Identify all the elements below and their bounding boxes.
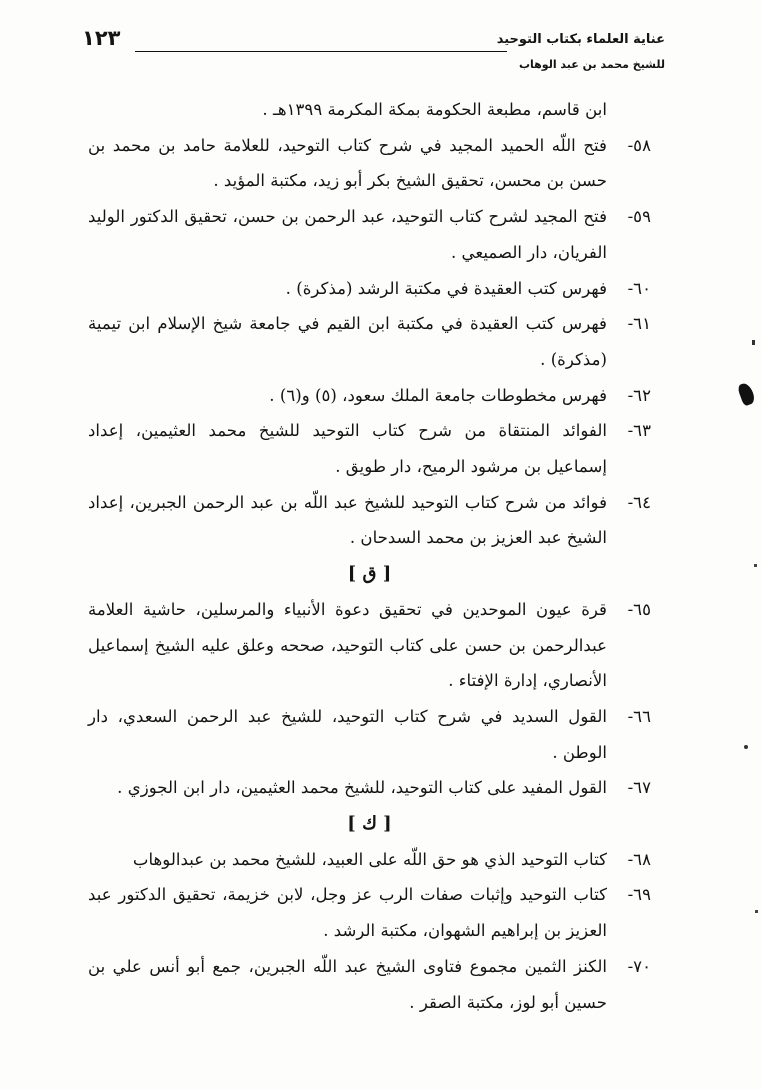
book-title: عناية العلماء بكتاب التوحيد bbox=[496, 32, 665, 47]
item-text: القول المفيد على كتاب التوحيد، للشيخ محمد العثيمين، دار ابن الجوزي . bbox=[117, 778, 607, 798]
list-item bbox=[88, 306, 651, 377]
list-item bbox=[88, 842, 651, 878]
item-number: ٦٣- bbox=[627, 421, 651, 441]
scan-dot bbox=[752, 340, 755, 345]
list-item bbox=[88, 877, 651, 948]
section-heading-kaf: [ ك ] bbox=[347, 813, 392, 835]
item-number: ٥٨- bbox=[627, 135, 651, 155]
item-number: ٦٤- bbox=[627, 492, 651, 512]
item-text: كتاب التوحيد الذي هو حق اللّه على العبيد، للشيخ محمد بن عبدالوهاب bbox=[132, 849, 607, 869]
item-number: ٦١- bbox=[627, 314, 651, 334]
header-rule bbox=[135, 51, 507, 52]
item-number: ٧٠- bbox=[627, 956, 651, 976]
item-text: فتح اللّه الحميد المجيد في شرح كتاب التوحيد، للعلامة حامد بن محمد بن حسن بن محسن، تحقيق الشيخ بكر أبو زيد، مكتبة المؤيد . bbox=[88, 135, 607, 191]
list-item bbox=[88, 128, 651, 199]
scan-dot bbox=[754, 564, 757, 567]
bibliography-list bbox=[88, 92, 651, 1020]
list-item bbox=[88, 271, 651, 307]
item-text: فتح المجيد لشرح كتاب التوحيد، عبد الرحمن بن حسن، تحقيق الدكتور الوليد الفريان، دار الصميعي . bbox=[88, 207, 607, 262]
list-item bbox=[88, 378, 651, 414]
item-text: فوائد من شرح كتاب التوحيد للشيخ عبد اللّه بن عبد الرحمن الجبرين، إعداد الشيخ عبد العزيز بن محمد السدحان . bbox=[88, 492, 607, 548]
list-item bbox=[88, 699, 651, 770]
item-number: ٦٠- bbox=[627, 278, 651, 298]
item-number: ٦٧- bbox=[627, 778, 651, 798]
item-text: الكنز الثمين مجموع فتاوى الشيخ عبد اللّه الجبرين، جمع أبو أنس علي بن حسين أبو لوز، مكتبة الصقر . bbox=[88, 956, 607, 1012]
item-number: ٦٢- bbox=[627, 385, 651, 405]
item-number: ٦٨- bbox=[627, 849, 651, 869]
list-item bbox=[88, 592, 651, 699]
item-text: فهرس مخطوطات جامعة الملك سعود، (٥) و(٦) . bbox=[269, 385, 607, 405]
list-item bbox=[88, 485, 651, 556]
item-number: ٥٩- bbox=[627, 207, 651, 227]
item-text: كتاب التوحيد وإثبات صفات الرب عز وجل، لابن خزيمة، تحقيق الدكتور عبد العزيز بن إبراهيم الشهوان، مكتبة الرشد . bbox=[88, 885, 607, 941]
item-text: قرة عيون الموحدين في تحقيق دعوة الأنبياء والمرسلين، حاشية العلامة عبدالرحمن بن حسن على كتاب التوحيد، صححه وعلق عليه الشيخ إسماعيل الأنصاري، إدارة الإفتاء . bbox=[88, 599, 607, 691]
list-item bbox=[88, 413, 651, 484]
scan-blot bbox=[737, 381, 757, 406]
continuation-line: ابن قاسم، مطبعة الحكومة بمكة المكرمة ١٣٩٩هـ . bbox=[262, 100, 607, 119]
scan-dot bbox=[744, 745, 748, 749]
page-number: ١٢٣ bbox=[82, 26, 121, 50]
item-number: ٦٦- bbox=[627, 706, 651, 726]
item-text: فهرس كتب العقيدة في مكتبة ابن القيم في جامعة شيخ الإسلام ابن تيمية (مذكرة) . bbox=[88, 314, 607, 369]
running-header bbox=[82, 28, 665, 76]
list-item bbox=[88, 949, 651, 1020]
item-text: الفوائد المنتقاة من شرح كتاب التوحيد للشيخ محمد العثيمين، إعداد إسماعيل بن مرشود الرميح، دار طويق . bbox=[88, 421, 607, 477]
item-number: ٦٩- bbox=[627, 885, 651, 905]
scan-dot bbox=[755, 910, 758, 913]
item-text: القول السديد في شرح كتاب التوحيد، للشيخ عبد الرحمن السعدي، دار الوطن . bbox=[88, 706, 607, 762]
item-number: ٦٥- bbox=[627, 599, 651, 619]
item-text: فهرس كتب العقيدة في مكتبة الرشد (مذكرة) . bbox=[285, 278, 607, 298]
list-item bbox=[88, 770, 651, 806]
list-item bbox=[88, 199, 651, 270]
author-line: للشيخ محمد بن عبد الوهاب bbox=[518, 58, 665, 71]
section-heading-qaf: [ ق ] bbox=[347, 563, 392, 585]
